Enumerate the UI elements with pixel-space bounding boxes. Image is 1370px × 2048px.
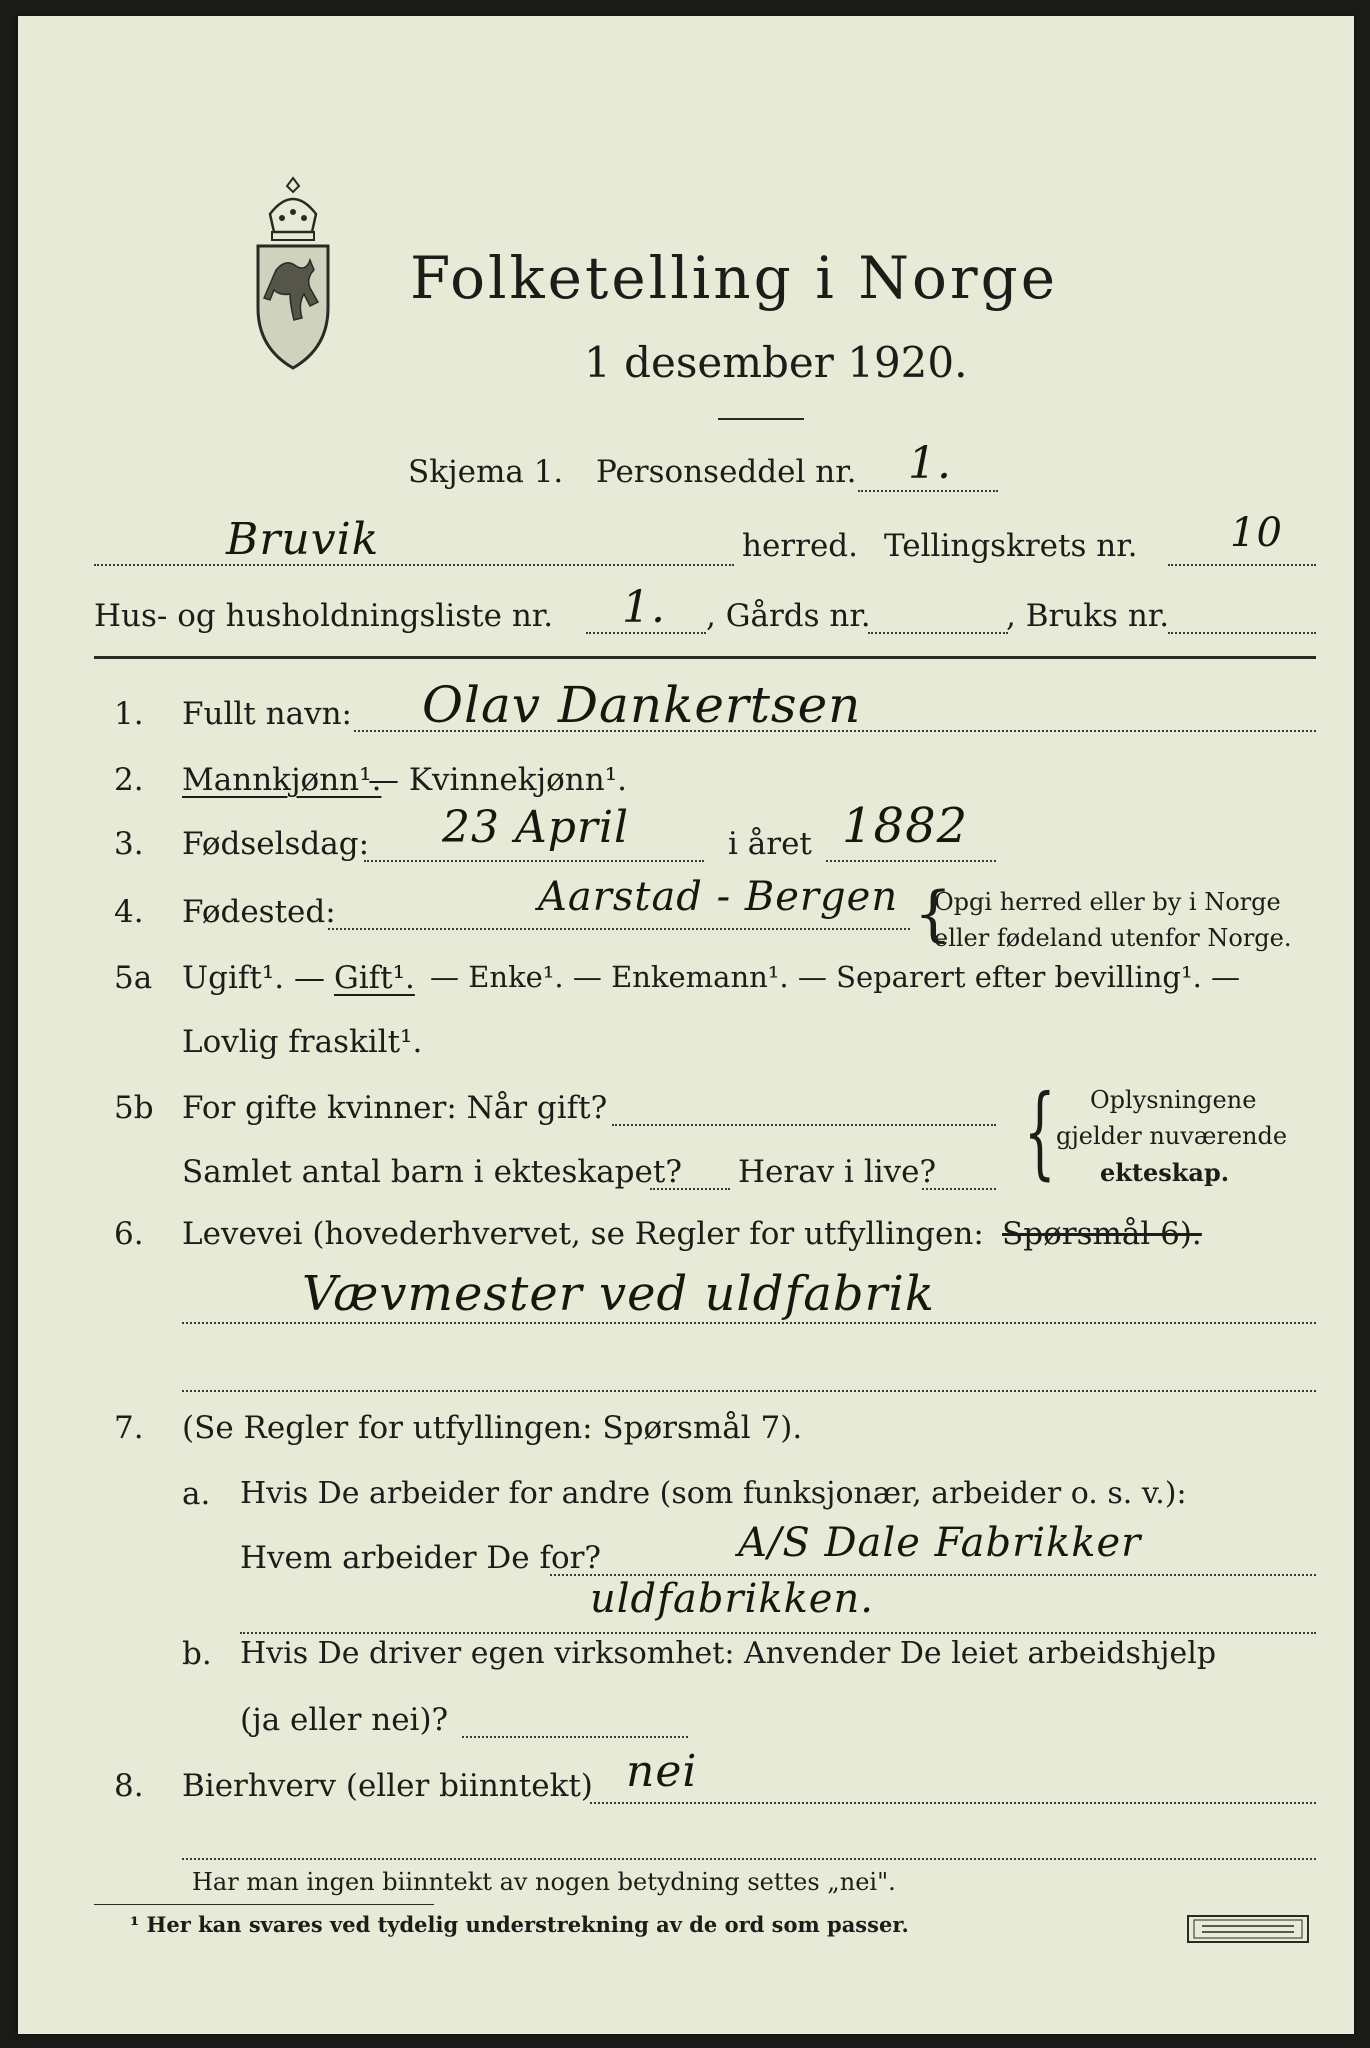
q7b-line2: (ja eller nei)? xyxy=(240,1702,449,1738)
q8-label: Bierhverv (eller biinntekt) xyxy=(182,1768,593,1804)
q2-female-option: — Kvinnekjønn¹. xyxy=(368,762,627,798)
q7b-line1: Hvis De driver egen virksomhet: Anvender De leiet arbeidshjelp xyxy=(240,1636,1217,1671)
q6-line2 xyxy=(182,1390,1316,1392)
header-divider xyxy=(94,656,1316,659)
herred-line xyxy=(94,564,734,566)
q5b-barn-line xyxy=(650,1188,730,1190)
skjema-label: Skjema 1. xyxy=(408,454,564,490)
tellingskrets-line xyxy=(1168,564,1316,566)
q7-number: 7. xyxy=(114,1410,144,1446)
tellingskrets-label: Tellingskrets nr. xyxy=(884,528,1138,564)
q4-brace: { xyxy=(914,879,953,949)
footer-divider xyxy=(94,1904,434,1905)
q7-label: (Se Regler for utfyllingen: Spørsmål 7). xyxy=(182,1410,803,1446)
q2-male-option: Mannkjønn¹. xyxy=(182,762,382,798)
q8-line2 xyxy=(182,1858,1316,1860)
gards-label: , Gårds nr. xyxy=(706,598,871,634)
q7a-employer-value1: A/S Dale Fabrikker xyxy=(738,1520,1142,1566)
personseddel-label: Personseddel nr. xyxy=(596,454,857,490)
q8-line xyxy=(590,1802,1316,1804)
hus-label: Hus- og husholdningsliste nr. xyxy=(94,598,554,634)
q4-number: 4. xyxy=(114,894,144,930)
q5b-live-label: Herav i live? xyxy=(738,1154,937,1190)
q5b-note-line2: gjelder nuværende xyxy=(1056,1122,1288,1150)
form-title: Folketelling i Norge xyxy=(410,244,1059,312)
q7a-employer-value2: uldfabrikken. xyxy=(590,1576,874,1622)
q3-year-label: i året xyxy=(728,826,812,862)
q1-value: Olav Dankertsen xyxy=(422,676,862,734)
q3-number: 3. xyxy=(114,826,144,862)
q5b-gift-line xyxy=(612,1124,996,1126)
q6-line1 xyxy=(182,1322,1316,1324)
q3-year-line xyxy=(826,860,996,862)
printer-stamp-icon xyxy=(1186,1914,1310,1944)
q5b-note-line1: Oplysningene xyxy=(1090,1086,1257,1114)
q4-value: Aarstad - Bergen xyxy=(538,874,899,920)
q7a-line1: Hvis De arbeider for andre (som funksjonær, arbeider o. s. v.): xyxy=(240,1476,1187,1511)
q5a-fraskilt: Lovlig fraskilt¹. xyxy=(182,1024,423,1060)
q5b-note-line3: ekteskap. xyxy=(1100,1158,1230,1187)
q5b-line1: For gifte kvinner: Når gift? xyxy=(182,1090,608,1126)
tellingskrets-value: 10 xyxy=(1230,510,1283,556)
q3-year-value: 1882 xyxy=(842,798,969,854)
q5b-barn-label: Samlet antal barn i ekteskapet? xyxy=(182,1154,682,1190)
footer-note: Har man ingen biinntekt av nogen betydning settes „nei". xyxy=(192,1868,896,1896)
q1-number: 1. xyxy=(114,696,144,732)
footnote: ¹ Her kan svares ved tydelig understrekning av de ord som passer. xyxy=(130,1912,909,1937)
q8-value: nei xyxy=(626,1746,698,1797)
herred-value: Bruvik xyxy=(226,514,380,565)
q7a-letter: a. xyxy=(182,1476,211,1512)
hus-value: 1. xyxy=(622,582,666,633)
q4-note-line1: Opgi herred eller by i Norge xyxy=(934,888,1281,916)
q4-label: Fødested: xyxy=(182,894,336,930)
q4-note-line2: eller fødeland utenfor Norge. xyxy=(934,924,1292,952)
q5b-live-line xyxy=(922,1188,996,1190)
q5a-number: 5a xyxy=(114,960,153,996)
census-form-page xyxy=(18,16,1354,2034)
q8-number: 8. xyxy=(114,1768,144,1804)
title-divider xyxy=(718,418,804,420)
herred-label: herred. xyxy=(742,528,858,564)
q1-label: Fullt navn: xyxy=(182,696,352,732)
q3-value: 23 April xyxy=(442,802,630,853)
norwegian-coat-of-arms-icon xyxy=(250,174,336,374)
q6-label: Levevei (hovederhvervet, se Regler for utfyllingen: xyxy=(182,1216,984,1252)
q4-line xyxy=(328,928,910,930)
q3-label: Fødselsdag: xyxy=(182,826,370,862)
personseddel-value: 1. xyxy=(908,438,952,489)
q5b-number: 5b xyxy=(114,1090,154,1126)
gards-line xyxy=(868,632,1008,634)
q5a-rest: — Enke¹. — Enkemann¹. — Separert efter bevilling¹. — xyxy=(430,960,1241,994)
q7b-line xyxy=(462,1736,688,1738)
q7a-line2: Hvem arbeider De for? xyxy=(240,1540,602,1576)
bruks-line xyxy=(1168,632,1316,634)
q6-number: 6. xyxy=(114,1216,144,1252)
bruks-label: , Bruks nr. xyxy=(1006,598,1170,634)
q7b-letter: b. xyxy=(182,1636,212,1672)
q7a-employer-line2 xyxy=(240,1632,1316,1634)
q2-number: 2. xyxy=(114,762,144,798)
q6-reference: Spørsmål 6). xyxy=(1002,1216,1202,1252)
q5a-gift: Gift¹. xyxy=(334,960,415,996)
form-date: 1 desember 1920. xyxy=(584,338,968,387)
q3-line xyxy=(364,860,704,862)
q6-value: Vævmester ved uldfabrik xyxy=(302,1266,935,1322)
q5b-brace: { xyxy=(1023,1073,1056,1190)
q5a-ugift: Ugift¹. — xyxy=(182,960,325,996)
personseddel-line xyxy=(858,490,998,492)
